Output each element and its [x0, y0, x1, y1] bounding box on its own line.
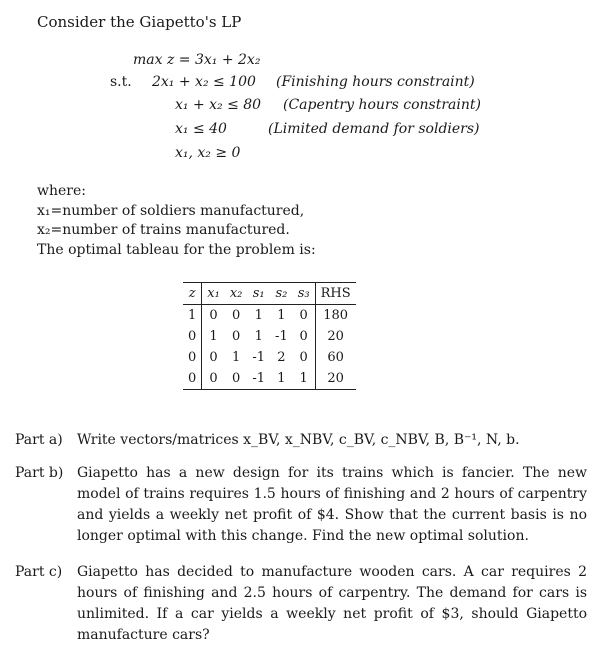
tableau-header-x2: x₂: [225, 283, 248, 305]
tableau-header-s1: s₁: [247, 283, 270, 305]
table-cell: -1: [252, 350, 266, 365]
table-cell: 60: [315, 347, 356, 368]
tableau-header-x1: x₁: [202, 283, 225, 305]
part-a-label: Part a): [15, 432, 63, 448]
constraint-finishing-note: (Finishing hours constraint): [276, 74, 475, 90]
table-cell: 0: [209, 350, 218, 365]
constraint-nonnegativity: x₁, x₂ ≥ 0: [175, 145, 241, 161]
table-cell: 1: [277, 308, 286, 323]
table-cell: 20: [315, 368, 356, 390]
table-cell: 0: [183, 368, 202, 390]
constraint-demand-note: (Limited demand for soldiers): [268, 121, 480, 137]
tableau-header-z: z: [183, 283, 202, 305]
optimal-tableau: [183, 282, 356, 390]
table-row: [183, 347, 356, 368]
table-cell: 0: [209, 308, 218, 323]
part-b-label: Part b): [15, 465, 64, 481]
tableau-header-rhs: RHS: [315, 283, 356, 305]
tableau-header-s2: s₂: [270, 283, 293, 305]
table-cell: -1: [247, 368, 270, 390]
table-cell: 0: [299, 350, 308, 365]
tableau-header-row: [183, 283, 356, 305]
table-row: [183, 305, 356, 327]
st-label: s.t.: [110, 74, 132, 90]
table-cell: 1: [231, 350, 241, 365]
table-cell: 2: [277, 350, 286, 365]
constraint-demand: x₁ ≤ 40: [175, 121, 227, 137]
table-cell: 0: [299, 308, 308, 323]
table-cell: 180: [315, 305, 356, 327]
constraint-carpentry-note: (Capentry hours constraint): [283, 97, 481, 113]
definition-x1: x₁=number of soldiers manufactured,: [37, 203, 305, 219]
table-cell: 1: [270, 368, 293, 390]
table-cell: 1: [254, 308, 263, 323]
table-cell: 0: [231, 308, 241, 323]
table-cell: 1: [209, 329, 218, 344]
constraint-carpentry: x₁ + x₂ ≤ 80: [175, 97, 262, 113]
tableau-header-s3: s₃: [293, 283, 315, 305]
table-cell: 0: [299, 329, 308, 344]
objective-function: max z = 3x₁ + 2x₂: [133, 52, 261, 68]
table-cell: 0: [231, 329, 241, 344]
where-label: where:: [37, 183, 86, 199]
definition-x2: x₂=number of trains manufactured.: [37, 222, 290, 238]
problem-title: Consider the Giapetto's LP: [37, 13, 242, 31]
table-cell: 0: [225, 368, 248, 390]
table-row: [183, 368, 356, 390]
part-b-text: Giapetto has a new design for its trains which is fancier. The new model of trains requires 1.5 hours of finishing and 2 hours of carpentry and yields a weekly net profit of $4. Show that the current basis is no longer optimal with this change. Find the new optimal solution.: [77, 465, 587, 544]
table-cell: -1: [275, 329, 288, 344]
table-cell: 20: [315, 326, 356, 347]
table-cell: 0: [183, 347, 202, 368]
table-cell: 0: [183, 326, 202, 347]
table-cell: 1: [183, 305, 202, 327]
tableau-intro: The optimal tableau for the problem is:: [37, 242, 316, 258]
table-cell: 1: [254, 329, 263, 344]
table-cell: 0: [202, 368, 225, 390]
constraint-finishing: 2x₁ + x₂ ≤ 100: [152, 74, 256, 90]
part-c-text: Giapetto has decided to manufacture wooden cars. A car requires 2 hours of finishing and 2.5 hours of carpentry. The demand for cars is unlimited. If a car yields a weekly net profit of $3, should Giapetto manufacture cars?: [77, 564, 587, 643]
part-c-label: Part c): [15, 564, 63, 580]
table-cell: 1: [293, 368, 315, 390]
part-a-text: Write vectors/matrices x_BV, x_NBV, c_BV, c_NBV, B, B⁻¹, N, b.: [77, 432, 520, 448]
table-row: [183, 326, 356, 347]
